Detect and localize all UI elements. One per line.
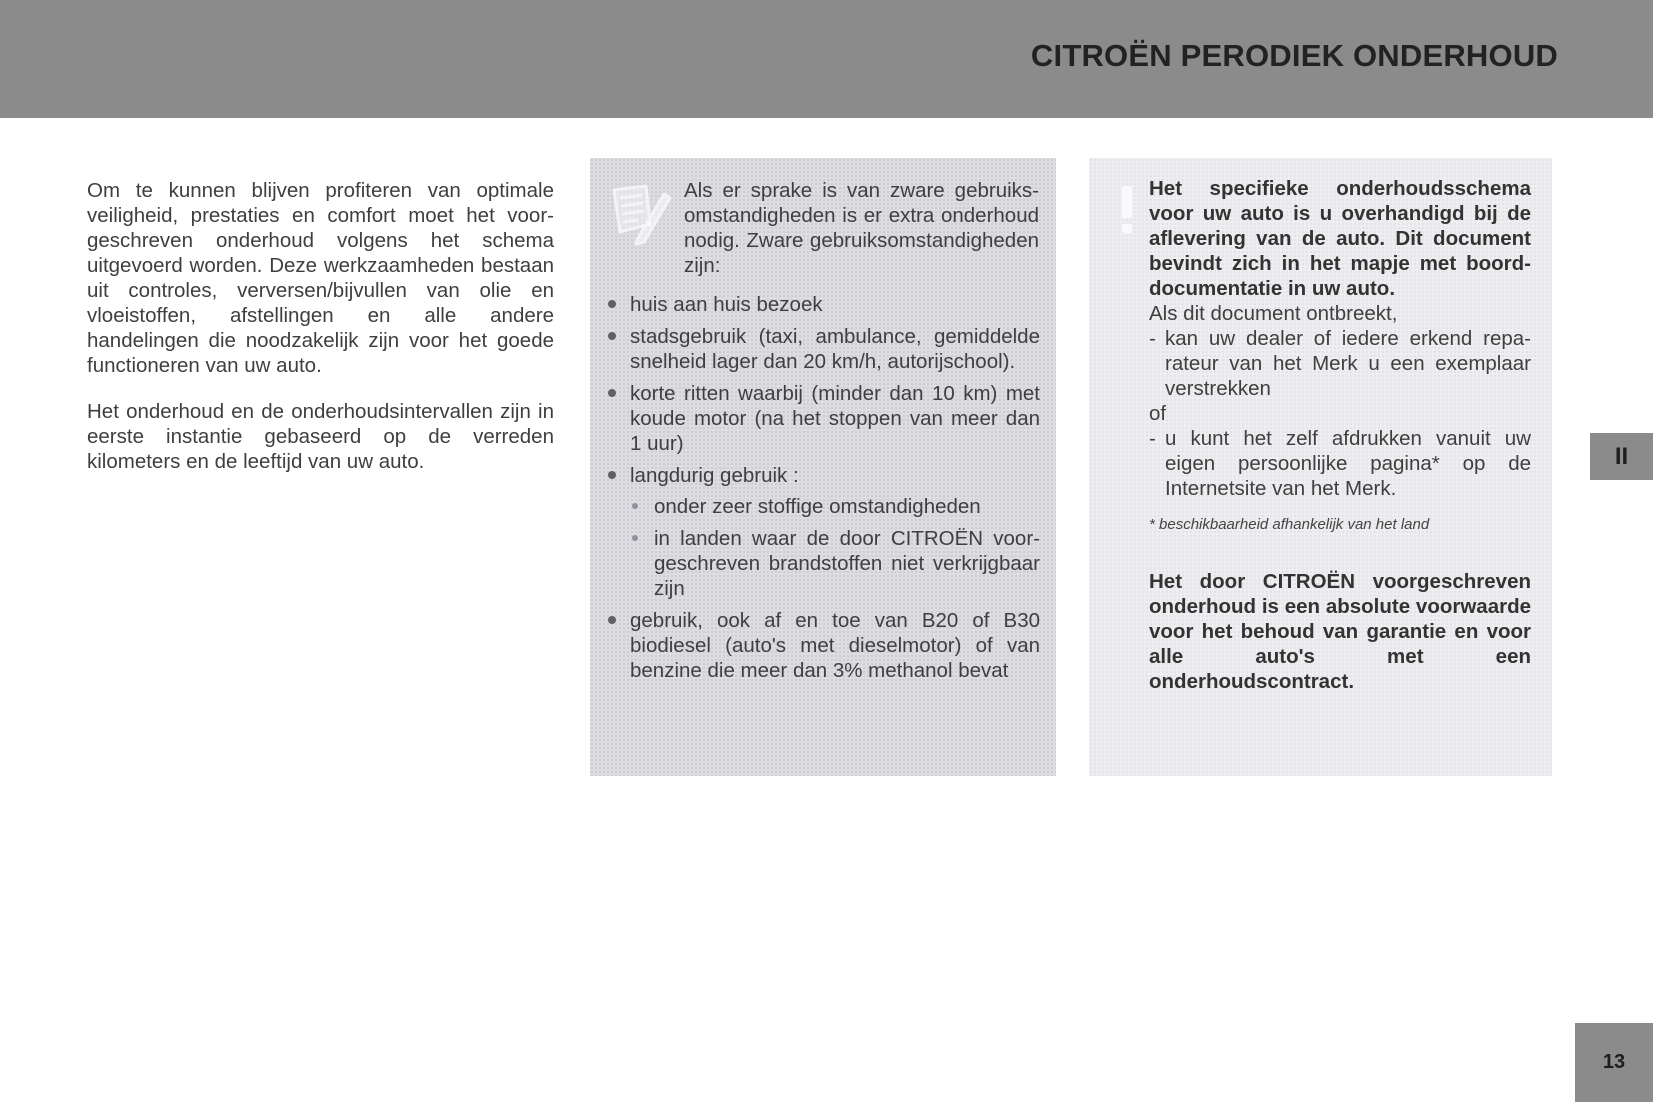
schedule-statement: Het specifieke onderhoudsschema voor uw auto is u overhandigd bij de aflevering van de auto. Dit document bevindt zich in het mapje met boorddocumentatie in uw auto. — [1149, 177, 1531, 300]
option-print — [1149, 426, 1531, 501]
chapter-tab: II — [1590, 433, 1653, 480]
list-item-label: langdurig gebruik : — [630, 464, 799, 487]
list-item: huis aan huis bezoek — [606, 292, 1040, 317]
warning-content — [1149, 176, 1531, 694]
missing-document-text: Als dit document ontbreekt, — [1149, 302, 1398, 325]
option-print-text: u kunt het zelf afdrukken vanuit uw eigen persoonlijke pagina* op de Internetsite van het Merk. — [1165, 427, 1531, 500]
note-intro: Als er sprake is van zware gebruiksomstandigheden is er extra onderhoud nodig. Zware gebruiksomstandigheden zijn: — [684, 179, 1039, 277]
or-text: of — [1149, 402, 1167, 425]
warranty-conclusion: Het door CITROËN voorgeschreven onderhoud is een absolute voorwaarde voor het behoud van garantie en voor alle auto's met een onderhoudscontract. — [1149, 570, 1531, 693]
dash-marker: - — [1149, 427, 1156, 450]
heavy-use-note-box — [590, 158, 1056, 776]
list-item: gebruik, ook af en toe van B20 of B30 biodiesel (auto's met dieselmotor) of van benzine die meer dan 3% methanol bevat — [606, 608, 1040, 683]
footnote: * beschikbaarheid afhankelijk van het land — [1149, 516, 1430, 533]
list-item: stadsgebruik (taxi, ambulance, gemiddelde snelheid lager dan 20 km/h, autorijschool). — [606, 324, 1040, 374]
long-use-sublist — [630, 494, 1040, 601]
page-header — [0, 0, 1653, 118]
intervals-paragraph: Het onderhoud en de onderhoudsintervallen zijn in eerste instantie gebaseerd op de verreden kilometers en de leeftijd van uw auto. — [87, 400, 554, 473]
maintenance-schedule-warning-box — [1089, 158, 1552, 776]
page-title: CITROËN PERODIEK ONDERHOUD — [1030, 38, 1558, 73]
intro-paragraph: Om te kunnen blijven profiteren van optimale veiligheid, prestaties en comfort moet het voorgeschreven onderhoud volgens het schema uitgevoerd worden. Deze werkzaamheden bestaan uit controles, verversen/bijvullen van olie en vloeistoffen, afstellingen en alle andere handelingen die noodzakelijk zijn voor het goede functioneren van uw auto. — [87, 179, 554, 377]
option-dealer — [1149, 326, 1531, 401]
sub-list-item: in landen waar de door CITROËN voorgeschreven brandstoffen niet verkrijgbaar zijn — [630, 526, 1040, 601]
page-number: 13 — [1575, 1023, 1653, 1102]
option-dealer-text: kan uw dealer of iedere erkend reparateur van het Merk u een exemplaar verstrekken — [1165, 327, 1531, 400]
heavy-use-list — [606, 292, 1040, 690]
notepad-pencil-icon — [608, 180, 676, 248]
sub-list-item: onder zeer stoffige omstandigheden — [630, 494, 1040, 519]
exclamation-icon — [1107, 178, 1147, 238]
intro-column — [87, 178, 554, 495]
list-item-long-use — [606, 463, 1040, 601]
list-item: korte ritten waarbij (minder dan 10 km) met koude motor (na het stoppen van meer dan 1 uur) — [606, 381, 1040, 456]
dash-marker: - — [1149, 327, 1156, 350]
